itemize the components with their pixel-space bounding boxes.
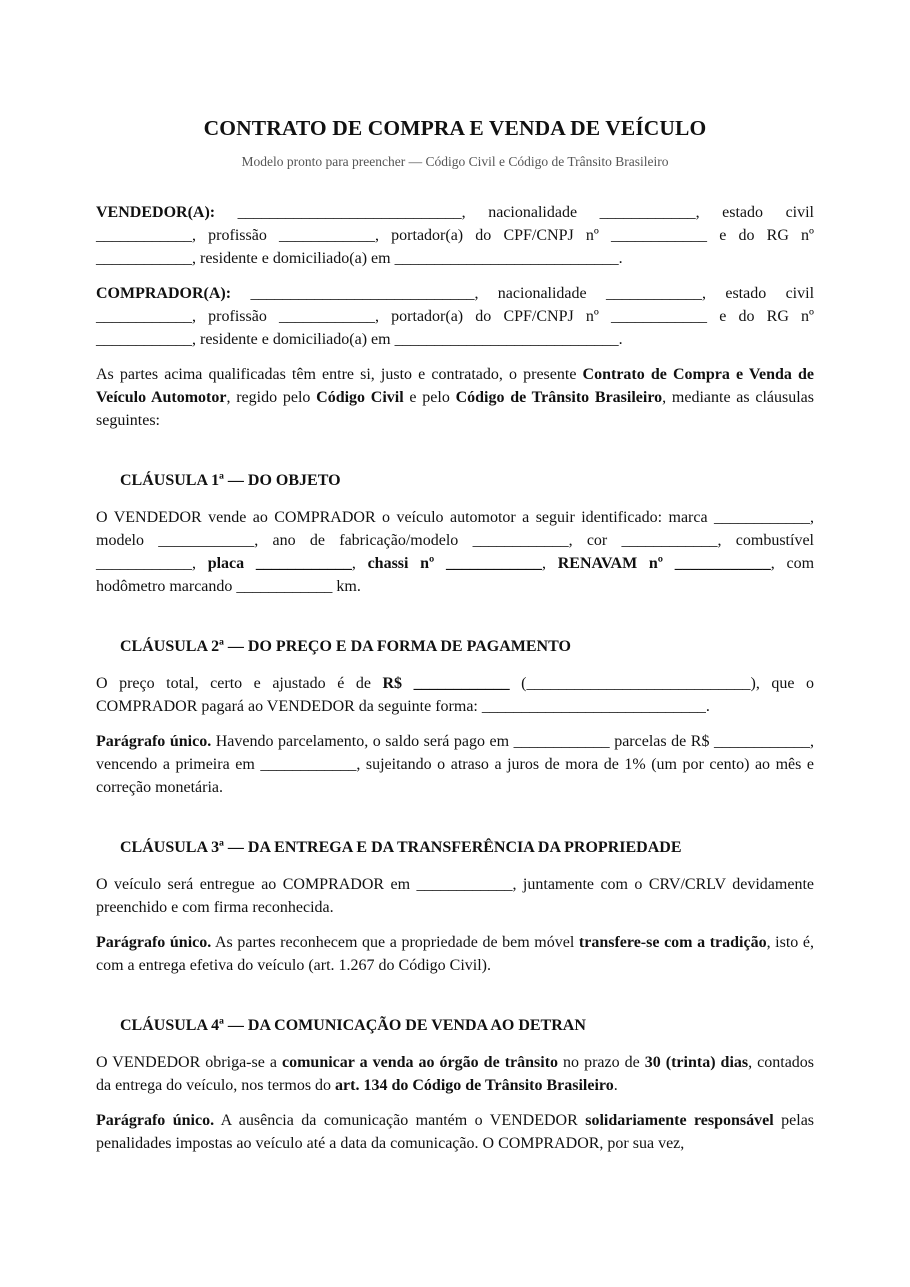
text-segment: km. xyxy=(332,578,361,595)
paragraph-label: Parágrafo único. xyxy=(96,934,212,951)
text-segment: e do RG nº xyxy=(707,308,815,325)
seller-rg-blank: ____________ xyxy=(96,250,192,267)
text-segment: A ausência da comunicação mantém o VENDEDOR xyxy=(214,1112,586,1129)
clause-1-heading: CLÁUSULA 1ª — DO OBJETO xyxy=(120,472,341,489)
text-segment: , mediante as cláusulas seguintes: xyxy=(96,389,815,429)
text-segment: , cor xyxy=(568,532,622,549)
chassis-blank: ____________ xyxy=(446,555,543,572)
paragraph-label: Parágrafo único. xyxy=(96,733,212,750)
clause-2-heading: CLÁUSULA 2ª — DO PREÇO E DA FORMA DE PAGAMENTO xyxy=(120,638,571,655)
seller-nationality-blank: ____________ xyxy=(599,204,696,221)
text-segment: O veículo será entregue ao COMPRADOR em xyxy=(96,876,417,893)
buyer-marital-blank: ____________ xyxy=(96,308,192,325)
text-segment: , profissão xyxy=(192,227,279,244)
text-segment: O VENDEDOR obriga-se a xyxy=(96,1054,282,1071)
text-segment: , juntamente com o CRV/CRLV devidamente preenchido e com firma reconhecida. xyxy=(96,876,814,916)
price-words-blank: ____________________________ xyxy=(526,675,751,692)
clause-3-paragraph xyxy=(96,931,814,977)
text-segment: ( xyxy=(509,675,527,692)
renavam-field xyxy=(558,555,771,572)
seller-marital-blank: ____________ xyxy=(96,227,192,244)
chassis-field xyxy=(368,555,542,572)
text-segment: . xyxy=(705,698,710,715)
text-segment: , nacionalidade xyxy=(461,204,600,221)
buyer-cpf-blank: ____________ xyxy=(611,308,708,325)
seller-name-blank: ____________________________ xyxy=(237,204,462,221)
brand-blank: ____________ xyxy=(714,509,810,526)
seller-qualification xyxy=(96,201,814,270)
payment-form-blank: ____________________________ xyxy=(481,698,706,715)
color-blank: ____________ xyxy=(621,532,718,549)
chassis-label: chassi nº xyxy=(367,555,447,572)
fuel-blank: ____________ xyxy=(96,555,192,572)
clause-2-body xyxy=(96,672,814,718)
paragraph-label: Parágrafo único. xyxy=(96,1112,215,1129)
text-segment: , com hodômetro marcando xyxy=(96,555,815,595)
price-blank: ____________ xyxy=(413,675,510,692)
communication-bold: comunicar a venda ao órgão de trânsito xyxy=(281,1054,559,1071)
delivery-date-blank: ____________ xyxy=(416,876,513,893)
text-segment: , nacionalidade xyxy=(474,285,606,302)
buyer-name-blank: ____________________________ xyxy=(250,285,475,302)
contract-type-bold: Contrato de Compra e Venda de Veículo Automotor xyxy=(96,366,815,406)
text-segment: , regido pelo xyxy=(226,389,317,406)
text-segment: , estado civil xyxy=(702,285,815,302)
odometer-blank: ____________ xyxy=(236,578,333,595)
text-segment: As partes reconhecem que a propriedade de bem móvel xyxy=(211,934,579,951)
civil-code-bold: Código Civil xyxy=(316,389,404,406)
installments-blank: ____________ xyxy=(513,733,610,750)
seller-cpf-blank: ____________ xyxy=(611,227,708,244)
buyer-rg-blank: ____________ xyxy=(96,331,192,348)
text-segment: . xyxy=(618,250,623,267)
text-segment: , combustível xyxy=(717,532,814,549)
plate-field xyxy=(208,555,352,572)
text-segment: , xyxy=(192,555,208,572)
text-segment: , estado civil xyxy=(695,204,814,221)
text-segment: , residente e domiciliado(a) em xyxy=(192,250,395,267)
text-segment: , portador(a) do CPF/CNPJ nº xyxy=(375,227,612,244)
text-segment: ), que o COMPRADOR pagará ao VENDEDOR da seguinte forma: xyxy=(96,675,815,715)
clause-4-heading: CLÁUSULA 4ª — DA COMUNICAÇÃO DE VENDA AO DETRAN xyxy=(120,1017,586,1034)
text-segment: , isto é, com a entrega efetiva do veículo (art. 1.267 do Código Civil). xyxy=(96,934,814,974)
renavam-blank: ____________ xyxy=(674,555,771,572)
text-segment: O preço total, certo e ajustado é de xyxy=(96,675,383,692)
text-segment: , contados da entrega do veículo, nos termos do xyxy=(96,1054,815,1094)
text-segment: As partes acima qualificadas têm entre si, justo e contratado, o presente xyxy=(96,366,583,383)
text-segment: O VENDEDOR vende ao COMPRADOR o veículo automotor a seguir identificado: marca xyxy=(96,509,714,526)
text-segment: , vencendo a primeira em xyxy=(96,733,815,773)
model-blank: ____________ xyxy=(158,532,255,549)
seller-profession-blank: ____________ xyxy=(279,227,375,244)
clause-3-body xyxy=(96,873,814,919)
document-subtitle: Modelo pronto para preencher — Código Civil e Código de Trânsito Brasileiro xyxy=(241,154,669,169)
clause-4-paragraph xyxy=(96,1109,814,1155)
text-segment: parcelas de R$ xyxy=(609,733,715,750)
clause-1-body xyxy=(96,506,814,598)
price-field xyxy=(383,675,510,692)
text-segment: , xyxy=(351,555,368,572)
traffic-code-bold: Código de Trânsito Brasileiro xyxy=(455,389,663,406)
document-title: CONTRATO DE COMPRA E VENDA DE VEÍCULO xyxy=(203,116,707,140)
buyer-nationality-blank: ____________ xyxy=(606,285,702,302)
seller-address-blank: ____________________________ xyxy=(394,250,619,267)
installment-value-blank: ____________ xyxy=(714,733,811,750)
seller-label: VENDEDOR(A): xyxy=(96,204,216,221)
text-segment: e do RG nº xyxy=(707,227,815,244)
article-bold: art. 134 do Código de Trânsito Brasileiro xyxy=(335,1077,614,1094)
plate-blank: ____________ xyxy=(255,555,352,572)
buyer-address-blank: ____________________________ xyxy=(394,331,619,348)
liability-bold: solidariamente responsável xyxy=(585,1112,774,1129)
text-segment: no prazo de xyxy=(558,1054,645,1071)
deadline-bold: 30 (trinta) dias xyxy=(644,1054,749,1071)
text-segment: . xyxy=(613,1077,618,1094)
clause-4-body xyxy=(96,1051,814,1097)
text-segment: , ano de fabricação/modelo xyxy=(254,532,473,549)
first-due-blank: ____________ xyxy=(260,756,357,773)
plate-label: placa xyxy=(207,555,256,572)
renavam-label: RENAVAM nº xyxy=(557,555,675,572)
text-segment: , xyxy=(542,555,558,572)
text-segment: pelas penalidades impostas ao veículo até a data da comunicação. O COMPRADOR, por sua vez, xyxy=(96,1112,815,1152)
text-segment: e pelo xyxy=(403,389,456,406)
buyer-profession-blank: ____________ xyxy=(279,308,375,325)
text-segment: , sujeitando o atraso a juros de mora de 1% (um por cento) ao mês e correção monetária. xyxy=(96,756,815,796)
text-segment: , residente e domiciliado(a) em xyxy=(192,331,395,348)
text-segment: , modelo xyxy=(96,509,814,549)
buyer-label: COMPRADOR(A): xyxy=(96,285,232,302)
clause-2-paragraph xyxy=(96,730,814,799)
clause-3-heading: CLÁUSULA 3ª — DA ENTREGA E DA TRANSFERÊNCIA DA PROPRIEDADE xyxy=(120,839,682,856)
text-segment: Havendo parcelamento, o saldo será pago em xyxy=(211,733,514,750)
tradition-bold: transfere-se com a tradição xyxy=(578,934,767,951)
text-segment: , portador(a) do CPF/CNPJ nº xyxy=(375,308,612,325)
buyer-qualification xyxy=(96,282,814,351)
text-segment: . xyxy=(618,331,623,348)
text-segment: , profissão xyxy=(192,308,279,325)
price-label: R$ xyxy=(382,675,414,692)
year-blank: ____________ xyxy=(472,532,569,549)
preamble xyxy=(96,363,814,432)
